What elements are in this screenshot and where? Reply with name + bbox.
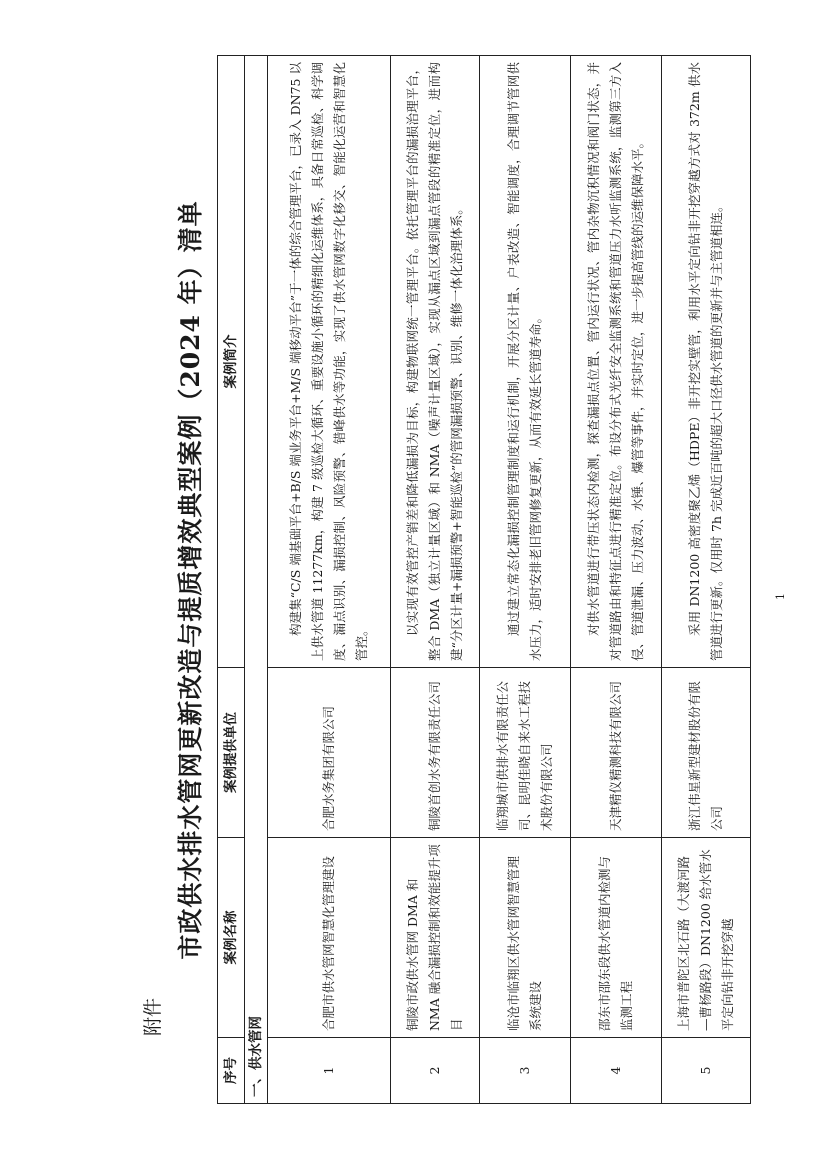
row-name: 邵东市邵东段供水管道内检测与监测工程 [571,838,662,1038]
table-row [268,56,391,1104]
section-row [245,56,268,1104]
case-table [217,55,751,1104]
rotated-page [160,56,735,1104]
header-name: 案例名称 [218,838,245,1038]
row-provider: 合肥水务集团有限公司 [268,668,391,838]
table-row [391,56,480,1104]
row-provider: 铜陵首创水务有限责任公司 [391,668,480,838]
row-name: 合肥市供水管网智慧化管理建设 [268,838,391,1038]
header-row [218,56,245,1104]
row-seq: 5 [662,1038,751,1104]
section-title: 一、供水管网 [245,56,268,1104]
row-provider: 浙江伟星新型建材股份有限公司 [662,668,751,838]
row-seq: 4 [571,1038,662,1104]
header-seq: 序号 [218,1038,245,1104]
row-intro: 以实现有效管控产销差和降低漏损为目标，构建物联网统一管理平台。依托管理平台的漏损治理平台，整合 DMA（独立计量区域）和 NMA（噪声计量区域），实现从漏点区域到漏点管段的精准定位，进而构建“分区计量+漏损预警+智能巡检”的管网漏损预警、识别、维修一体化治理体系。 [391,56,480,668]
row-seq: 2 [391,1038,480,1104]
table-row [480,56,571,1104]
row-intro: 对供水管道进行带压状态内检测，探查漏损点位置、管内运行状况、管内杂物沉积情况和阀门状态，并对管道路由和特征点进行精准定位。布设分布式光纤安全监测系统和管道压力水听监测系统，监测第三方入侵、管道泄漏、压力波动、水锤、爆管等事件，并实时定位，进一步提高管线的运维保障水平。 [571,56,662,668]
row-name: 临沧市临翔区供水管网智慧管理系统建设 [480,838,571,1038]
table-row [662,56,751,1104]
row-name: 铜陵市政供水管网 DMA 和 NMA 融合漏损控制和效能提升项目 [391,838,480,1038]
row-seq: 1 [268,1038,391,1104]
row-intro: 采用 DN1200 高密度聚乙烯（HDPE）非开挖实壁管，利用水平定向钻非开挖穿越方式对 372m 供水管道进行更新。仅用时 7h 完成近百吨的超大口径供水管道的更新并与主管道相连。 [662,56,751,668]
attachment-label: 附件 [142,997,164,1036]
row-intro: 通过建立常态化漏损控制管理制度和运行机制，开展分区计量、户表改造、智能调度，合理调节管网供水压力，适时安排老旧管网修复更新，从而有效延长管道寿命。 [480,56,571,668]
header-intro: 案例简介 [218,56,245,668]
row-provider: 天津精仪精测科技有限公司 [571,668,662,838]
page-number: 1 [774,593,787,600]
page-title: 市政供水排水管网更新改造与提质增效典型案例（2024 年）清单 [176,200,205,960]
row-name: 上海市普陀区北石路（大渡河路—曹杨路段）DN1200 给水管水平定向钻非开挖穿越 [662,838,751,1038]
row-intro: 构建集“C/S 端基础平台+B/S 端业务平台+M/S 端移动平台”于一体的综合管理平台，已录入 DN75 以上供水管道 11277km，构建 7 级巡检大循环、重要设施小循环的精细化运维体系，具备日常巡检、科学调度、漏点识别、漏损控制、风险预警、错峰供水等功能，实现了供水管网数字化移交、智能化运营和智慧化管控。 [268,56,391,668]
row-seq: 3 [480,1038,571,1104]
header-provider: 案例提供单位 [218,668,245,838]
table-row [571,56,662,1104]
row-provider: 临翔城市供排水有限责任公司、昆明佳晓自来水工程技术股份有限公司 [480,668,571,838]
